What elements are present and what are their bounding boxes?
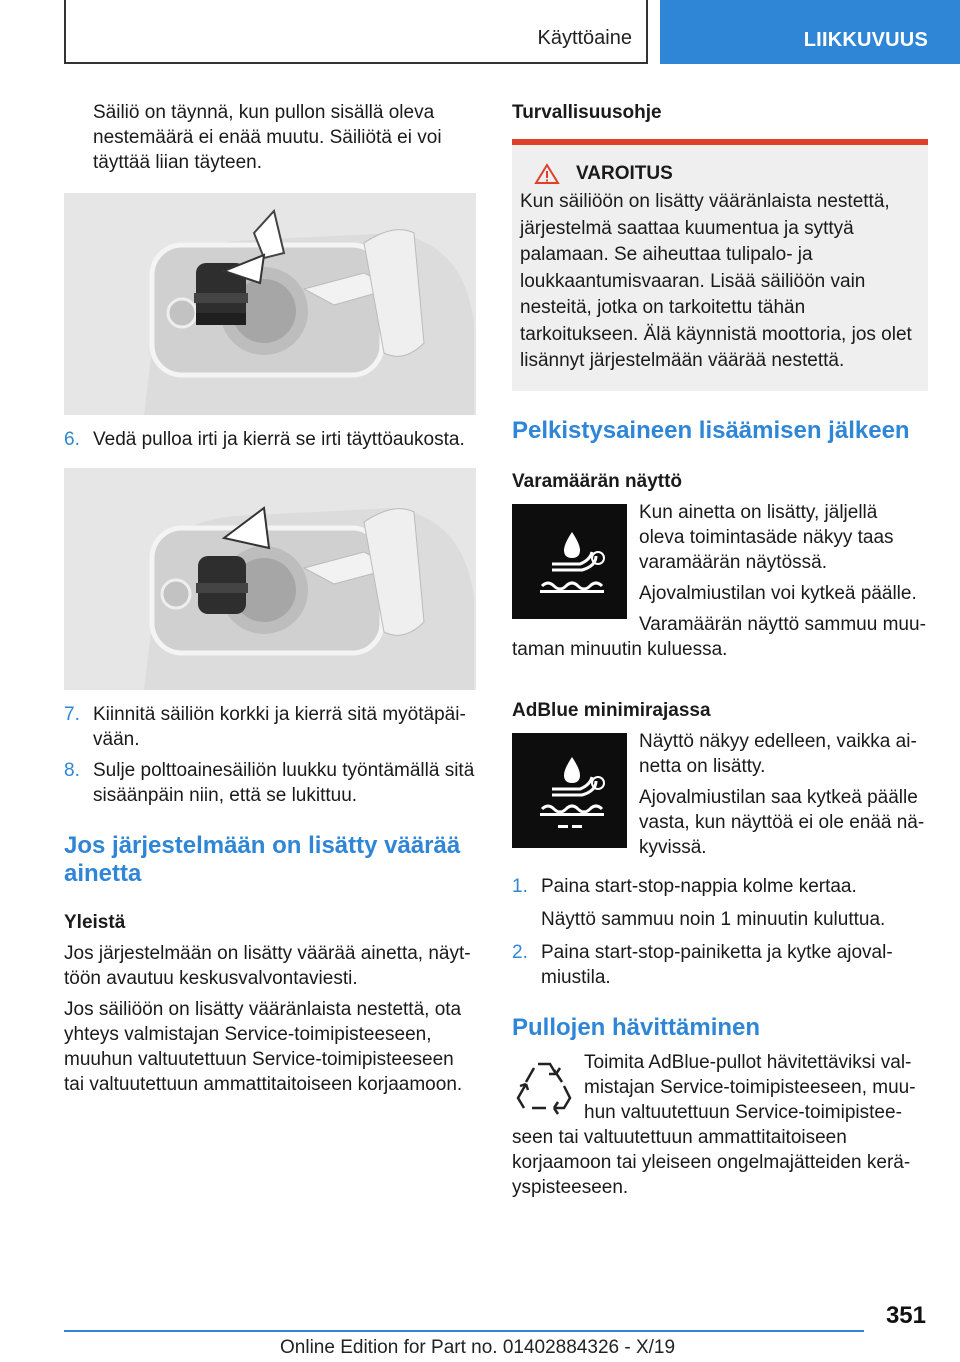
- step-text: Kiinnitä säiliön korkki ja kierrä sitä myötäpäivään.: [93, 704, 466, 750]
- minimum-heading: AdBlue minimirajassa: [512, 699, 711, 721]
- warning-box: [512, 145, 928, 391]
- reserve-paragraph-2: Ajovalmiustilan voi kytkeä päälle.: [639, 582, 917, 604]
- step-6: [64, 427, 476, 452]
- minimum-paragraph-1: Näyttö näkyy edelleen, vaikka ainetta on lisätty.: [639, 730, 917, 777]
- step-1-note: Näyttö sammuu noin 1 minuutin kuluttua.: [541, 908, 886, 930]
- disposal-text: Toimita AdBlue-pullot hävitettäviksi valmistajan Service-toimipisteeseen, muuhun valtuutettuun Service-toimipisteeseen tai valtuutettuun ammattitaitoiseen korjaamoon tai yleiseen ongelmajätteiden keräyspisteeseen.: [512, 1051, 916, 1198]
- reserve-heading: Varamäärän näyttö: [512, 470, 683, 492]
- reserve-section: [512, 500, 928, 662]
- wrong-fluid-heading: Jos järjestelmään on lisätty väärää ainetta: [64, 832, 461, 887]
- minimum-section: [512, 729, 928, 860]
- step-number: 7.: [64, 704, 80, 725]
- reserve-paragraph-3: Varamäärän näyttö sammuu muutaman minuutin kuluessa.: [512, 613, 926, 660]
- minimum-paragraph-2: Ajovalmiustilan saa kytkeä päälle vasta, kun näyttöä ei ole enää näkyvissä.: [639, 786, 925, 858]
- warning-header: [520, 163, 920, 185]
- step-text: Vedä pulloa irti ja kierrä se irti täyttöaukosta.: [93, 429, 465, 450]
- after-adding-heading: Pelkistysaineen lisäämisen jälkeen: [512, 416, 910, 444]
- step-number: 2.: [512, 941, 528, 963]
- intro-paragraph: Säiliö on täynnä, kun pullon sisällä oleva nestemäärä ei enää muutu. Säiliötä ei voi täyttää liian täyteen.: [93, 102, 442, 173]
- step-number: 8.: [64, 760, 80, 781]
- page-number: 351: [885, 1302, 926, 1329]
- warning-label: VAROITUS: [576, 163, 673, 184]
- recycle-icon: [516, 1056, 572, 1118]
- edition-text: Online Edition for Part no. 01402884326 - X/19: [280, 1337, 676, 1358]
- bottle-remove-photo: [64, 468, 476, 690]
- footer-divider: [64, 1330, 864, 1332]
- chapter-tab[interactable]: [660, 0, 960, 64]
- right-column: [512, 100, 928, 1200]
- left-column: [64, 100, 476, 1097]
- warning-triangle-icon: [534, 163, 560, 185]
- general-paragraph-1: Jos järjestelmään on lisätty väärää ainetta, näyttöön avautuu keskusvalvontaviesti.: [64, 943, 471, 989]
- disposal-section: [512, 1050, 928, 1200]
- adblue-refill-icon: [512, 504, 627, 619]
- warning-text: Kun säiliöön on lisätty vääränlaista nestettä, järjestelmä saattaa kuumentua ja syttyä palamaan. Se aiheuttaa tulipalo- ja loukkaantumisvaaran. Lisää säiliöön vain nesteitä, jotka on tarkoitettu tähän tarkoitukseen. Älä käynnistä moottoria, jos olet lisännyt järjestelmään väärää nestettä.: [520, 191, 912, 371]
- step-number: 6.: [64, 429, 80, 450]
- step-text: Sulje polttoainesäiliön luukku työntämällä sitä sisäänpäin niin, että se lukittuu.: [93, 760, 475, 806]
- step-text: Paina start-stop-nappia kolme kertaa.: [541, 875, 857, 897]
- disposal-heading: Pullojen hävittäminen: [512, 1013, 761, 1041]
- chapter-tab-label: LIIKKUVUUS: [803, 29, 928, 51]
- general-heading: Yleistä: [64, 912, 126, 933]
- adblue-minimum-icon: [512, 733, 627, 848]
- step-7: [64, 702, 476, 752]
- right-step-2: [512, 940, 928, 990]
- section-title: Käyttöaine: [537, 27, 632, 49]
- step-8: [64, 758, 476, 808]
- step-text: Paina start-stop-painiketta ja kytke ajovalmiustila.: [541, 941, 893, 988]
- safety-heading: Turvallisuusohje: [512, 102, 662, 123]
- step-number: 1.: [512, 875, 528, 897]
- header-box: [64, 0, 648, 64]
- general-paragraph-2: Jos säiliöön on lisätty vääränlaista nestettä, ota yhteys valmistajan Service-toimipisteeseen, muuhun valtuutettuun Service-toimipisteeseen tai valtuutettuun ammattitaitoiseen korjaamoon.: [64, 999, 463, 1095]
- right-step-1: [512, 874, 928, 899]
- bottle-insert-photo: [64, 193, 476, 415]
- reserve-paragraph-1: Kun ainetta on lisätty, jäljellä oleva toimintasäde näkyy taas varamäärän näytössä.: [639, 501, 894, 573]
